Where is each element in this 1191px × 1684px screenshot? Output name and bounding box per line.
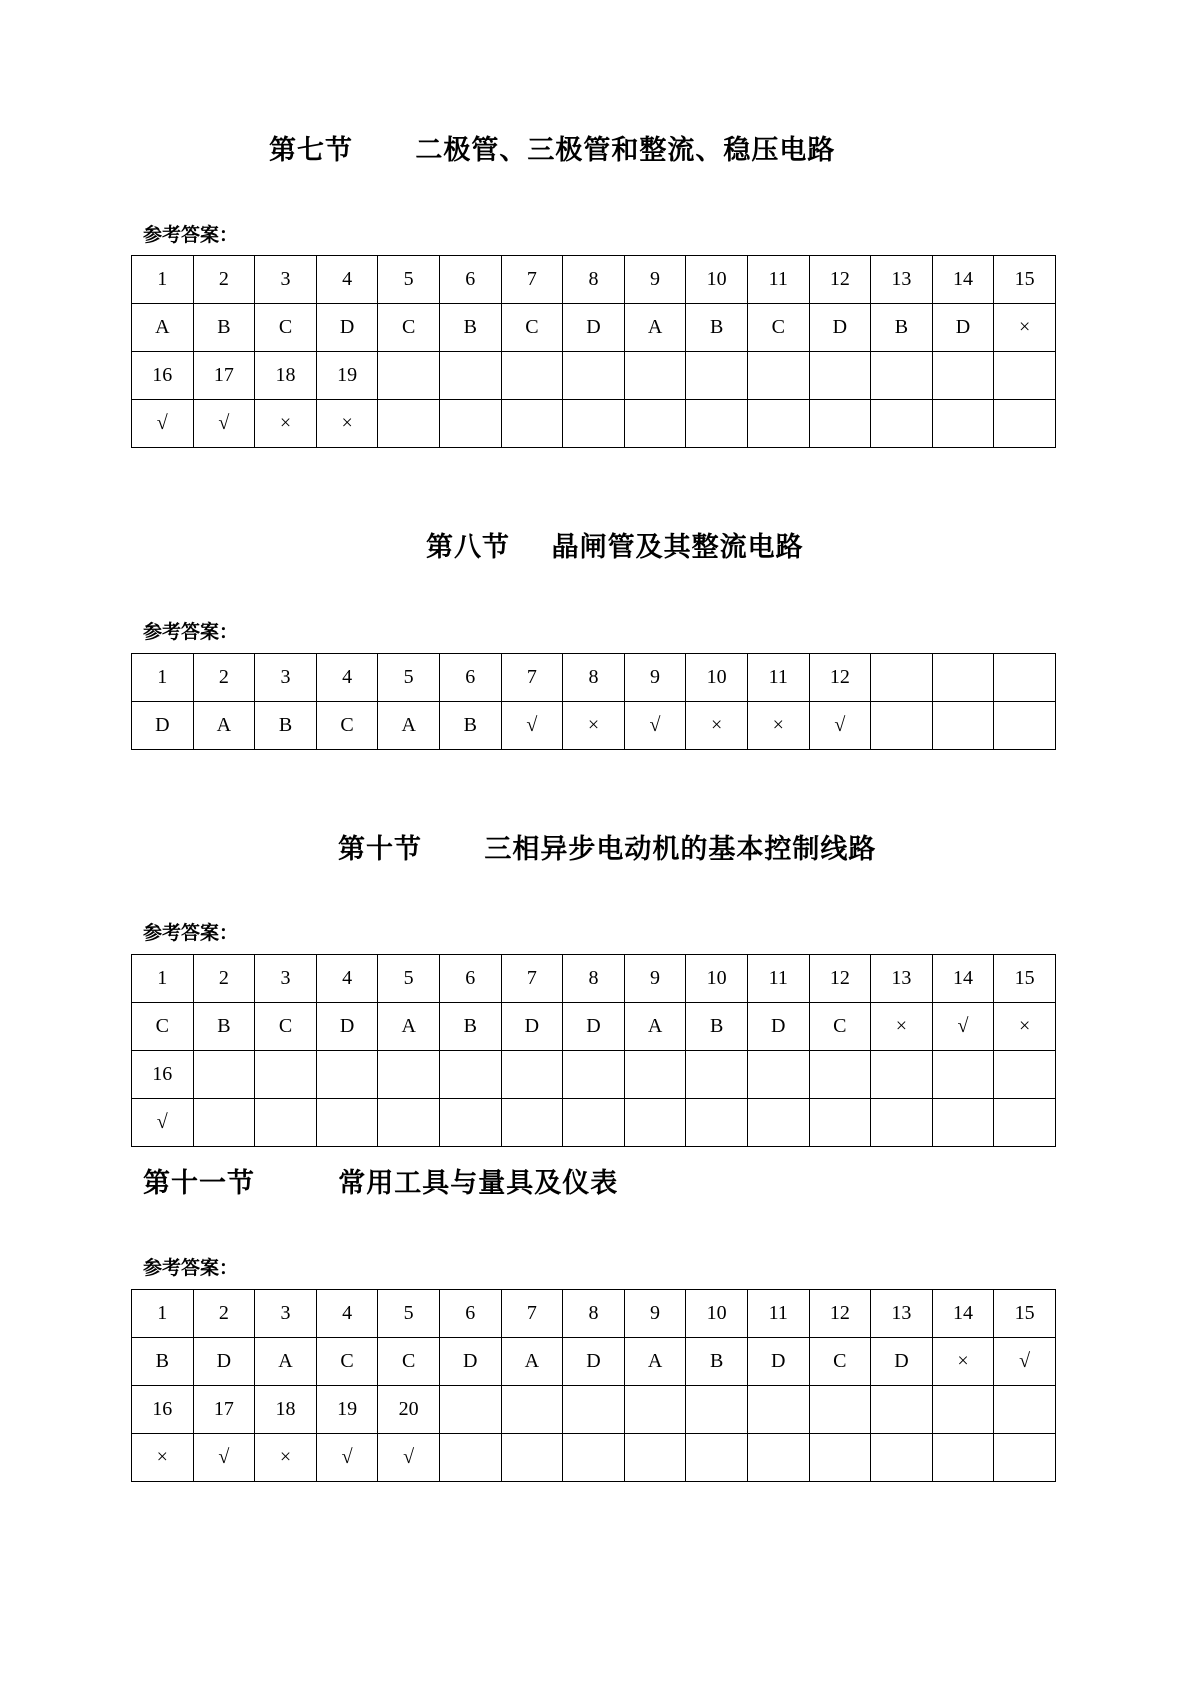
answer-cell	[686, 400, 748, 448]
answer-cell	[871, 1434, 933, 1482]
section-7-answer-label: 参考答案：	[143, 224, 239, 246]
question-number-cell: 1	[132, 1290, 194, 1338]
question-number-cell	[932, 1386, 994, 1434]
question-number-cell	[501, 1051, 563, 1099]
answer-cell	[563, 400, 625, 448]
question-number-cell: 8	[563, 955, 625, 1003]
question-number-cell	[439, 1051, 501, 1099]
answer-cell	[316, 1099, 378, 1147]
question-number-cell	[809, 352, 871, 400]
answer-cell: D	[132, 702, 194, 750]
question-number-cell: 17	[193, 1386, 255, 1434]
answer-cell: √	[378, 1434, 440, 1482]
answer-cell: B	[686, 1003, 748, 1051]
answer-cell: B	[193, 1003, 255, 1051]
section-11-title: 第十一节 常用工具与量具及仪表	[143, 1168, 619, 1199]
question-number-cell: 8	[563, 654, 625, 702]
answer-cell	[994, 1099, 1056, 1147]
answer-cell: B	[193, 304, 255, 352]
question-number-cell: 5	[378, 256, 440, 304]
question-number-cell: 5	[378, 1290, 440, 1338]
question-number-cell	[624, 1051, 686, 1099]
question-number-cell: 2	[193, 955, 255, 1003]
answer-cell: ×	[932, 1338, 994, 1386]
question-number-cell: 13	[871, 1290, 933, 1338]
question-number-cell: 6	[439, 1290, 501, 1338]
answer-cell	[686, 1434, 748, 1482]
question-number-cell: 12	[809, 1290, 871, 1338]
question-number-cell: 18	[255, 352, 317, 400]
question-number-cell: 4	[316, 654, 378, 702]
question-number-cell	[193, 1051, 255, 1099]
question-number-row	[132, 654, 1056, 702]
answer-row	[132, 1099, 1056, 1147]
question-number-cell: 3	[255, 955, 317, 1003]
question-number-cell: 7	[501, 654, 563, 702]
question-number-cell: 9	[624, 955, 686, 1003]
answer-cell: C	[809, 1338, 871, 1386]
question-number-cell	[686, 352, 748, 400]
question-number-cell	[439, 352, 501, 400]
answer-cell: A	[501, 1338, 563, 1386]
question-number-cell: 6	[439, 955, 501, 1003]
question-number-cell: 17	[193, 352, 255, 400]
question-number-cell	[871, 654, 933, 702]
question-number-cell: 14	[932, 955, 994, 1003]
answer-row	[132, 1434, 1056, 1482]
question-number-cell: 8	[563, 256, 625, 304]
question-number-cell: 16	[132, 352, 194, 400]
answer-cell	[871, 400, 933, 448]
answer-cell: ×	[255, 400, 317, 448]
answer-cell	[501, 1434, 563, 1482]
question-number-cell: 10	[686, 256, 748, 304]
answer-cell: √	[316, 1434, 378, 1482]
question-number-cell: 11	[747, 955, 809, 1003]
answer-cell	[747, 1434, 809, 1482]
answer-cell	[932, 1099, 994, 1147]
question-number-cell: 9	[624, 654, 686, 702]
answer-cell: C	[255, 304, 317, 352]
question-number-cell: 7	[501, 256, 563, 304]
question-number-cell	[871, 1386, 933, 1434]
question-number-cell	[378, 352, 440, 400]
answer-cell: C	[501, 304, 563, 352]
answer-cell: D	[747, 1338, 809, 1386]
section-10-title: 第十节 三相异步电动机的基本控制线路	[338, 834, 877, 865]
answer-cell	[994, 702, 1056, 750]
answer-cell	[994, 400, 1056, 448]
question-number-cell: 12	[809, 654, 871, 702]
answer-cell	[378, 400, 440, 448]
section-11-answer-label: 参考答案：	[143, 1257, 239, 1279]
answer-cell: B	[439, 304, 501, 352]
section-7-title: 第七节 二极管、三极管和整流、稳压电路	[269, 135, 836, 166]
question-number-cell: 14	[932, 1290, 994, 1338]
question-number-cell	[255, 1051, 317, 1099]
answer-cell: D	[871, 1338, 933, 1386]
question-number-cell	[871, 352, 933, 400]
answer-row	[132, 1338, 1056, 1386]
answer-cell: ×	[994, 1003, 1056, 1051]
answer-cell: A	[624, 1338, 686, 1386]
answer-cell: B	[255, 702, 317, 750]
answer-cell	[501, 1099, 563, 1147]
question-number-row	[132, 1051, 1056, 1099]
question-number-cell	[624, 1386, 686, 1434]
answer-cell: D	[316, 304, 378, 352]
question-number-cell: 8	[563, 1290, 625, 1338]
question-number-cell	[932, 1051, 994, 1099]
answer-cell: B	[686, 304, 748, 352]
answer-cell: B	[439, 702, 501, 750]
answer-cell: D	[932, 304, 994, 352]
answer-cell: A	[624, 1003, 686, 1051]
question-number-row	[132, 352, 1056, 400]
question-number-cell	[809, 1051, 871, 1099]
question-number-cell	[316, 1051, 378, 1099]
question-number-cell: 11	[747, 654, 809, 702]
answer-row	[132, 1003, 1056, 1051]
answer-cell	[686, 1099, 748, 1147]
question-number-cell	[994, 1051, 1056, 1099]
answer-cell: B	[871, 304, 933, 352]
answer-cell	[563, 1434, 625, 1482]
question-number-cell	[439, 1386, 501, 1434]
answer-cell: D	[316, 1003, 378, 1051]
answer-cell: ×	[747, 702, 809, 750]
question-number-cell	[871, 1051, 933, 1099]
answer-cell	[809, 1434, 871, 1482]
answer-cell: A	[378, 1003, 440, 1051]
question-number-cell	[994, 352, 1056, 400]
answer-cell: D	[747, 1003, 809, 1051]
answer-cell: √	[132, 400, 194, 448]
question-number-cell: 18	[255, 1386, 317, 1434]
question-number-cell	[378, 1051, 440, 1099]
question-number-cell	[747, 1386, 809, 1434]
answer-cell: D	[809, 304, 871, 352]
question-number-cell: 5	[378, 955, 440, 1003]
answer-cell	[439, 1099, 501, 1147]
section-10-answer-label: 参考答案：	[143, 922, 239, 944]
answer-cell: √	[932, 1003, 994, 1051]
section-7-answer-table	[131, 255, 1056, 448]
question-number-cell	[624, 352, 686, 400]
question-number-cell	[686, 1051, 748, 1099]
question-number-cell	[501, 352, 563, 400]
answer-cell	[624, 1434, 686, 1482]
question-number-cell: 10	[686, 955, 748, 1003]
answer-cell: D	[563, 1338, 625, 1386]
question-number-cell: 16	[132, 1386, 194, 1434]
question-number-cell: 4	[316, 1290, 378, 1338]
answer-cell: ×	[255, 1434, 317, 1482]
answer-cell: C	[132, 1003, 194, 1051]
question-number-cell: 7	[501, 1290, 563, 1338]
answer-cell	[747, 400, 809, 448]
answer-cell	[994, 1434, 1056, 1482]
section-8-title: 第八节 晶闸管及其整流电路	[426, 532, 804, 563]
answer-cell	[932, 1434, 994, 1482]
answer-cell: √	[809, 702, 871, 750]
question-number-row	[132, 256, 1056, 304]
question-number-cell: 7	[501, 955, 563, 1003]
section-11-answer-table	[131, 1289, 1056, 1482]
question-number-cell	[563, 1051, 625, 1099]
answer-cell: D	[193, 1338, 255, 1386]
question-number-cell	[932, 352, 994, 400]
answer-cell	[501, 400, 563, 448]
answer-cell: A	[193, 702, 255, 750]
question-number-cell: 2	[193, 654, 255, 702]
question-number-cell: 10	[686, 654, 748, 702]
question-number-cell: 1	[132, 654, 194, 702]
question-number-cell: 2	[193, 256, 255, 304]
answer-cell: A	[624, 304, 686, 352]
answer-cell: ×	[132, 1434, 194, 1482]
question-number-cell	[563, 1386, 625, 1434]
answer-cell	[747, 1099, 809, 1147]
answer-cell: √	[994, 1338, 1056, 1386]
question-number-cell: 13	[871, 955, 933, 1003]
section-10-answer-table	[131, 954, 1056, 1147]
answer-cell: D	[563, 304, 625, 352]
question-number-cell: 15	[994, 1290, 1056, 1338]
section-8-answer-table	[131, 653, 1056, 750]
question-number-row	[132, 1290, 1056, 1338]
question-number-cell: 2	[193, 1290, 255, 1338]
question-number-cell: 1	[132, 955, 194, 1003]
answer-cell: C	[747, 304, 809, 352]
question-number-cell	[994, 654, 1056, 702]
answer-cell: D	[501, 1003, 563, 1051]
answer-row	[132, 702, 1056, 750]
question-number-cell: 15	[994, 256, 1056, 304]
question-number-cell: 10	[686, 1290, 748, 1338]
answer-cell	[624, 400, 686, 448]
answer-cell: B	[686, 1338, 748, 1386]
answer-cell: A	[255, 1338, 317, 1386]
answer-cell: C	[255, 1003, 317, 1051]
answer-cell: A	[132, 304, 194, 352]
question-number-cell: 19	[316, 352, 378, 400]
answer-cell	[624, 1099, 686, 1147]
answer-cell: D	[563, 1003, 625, 1051]
answer-cell: √	[624, 702, 686, 750]
answer-cell: B	[439, 1003, 501, 1051]
question-number-cell	[747, 352, 809, 400]
answer-cell: ×	[871, 1003, 933, 1051]
answer-cell	[563, 1099, 625, 1147]
question-number-cell: 3	[255, 256, 317, 304]
question-number-cell: 6	[439, 654, 501, 702]
answer-cell	[932, 702, 994, 750]
question-number-cell: 11	[747, 256, 809, 304]
question-number-cell: 12	[809, 955, 871, 1003]
question-number-cell: 16	[132, 1051, 194, 1099]
answer-cell: ×	[316, 400, 378, 448]
question-number-cell: 9	[624, 256, 686, 304]
question-number-cell: 11	[747, 1290, 809, 1338]
answer-cell: C	[316, 702, 378, 750]
answer-cell: C	[316, 1338, 378, 1386]
section-8-answer-label: 参考答案：	[143, 621, 239, 643]
question-number-cell: 6	[439, 256, 501, 304]
answer-cell: B	[132, 1338, 194, 1386]
answer-cell	[932, 400, 994, 448]
question-number-cell: 9	[624, 1290, 686, 1338]
answer-cell	[439, 400, 501, 448]
question-number-cell	[686, 1386, 748, 1434]
question-number-cell	[809, 1386, 871, 1434]
answer-row	[132, 400, 1056, 448]
answer-cell	[809, 1099, 871, 1147]
answer-cell: √	[193, 400, 255, 448]
question-number-cell	[563, 352, 625, 400]
question-number-cell: 4	[316, 955, 378, 1003]
answer-cell	[439, 1434, 501, 1482]
answer-cell: √	[501, 702, 563, 750]
answer-cell	[871, 1099, 933, 1147]
answer-cell: ×	[686, 702, 748, 750]
question-number-cell: 5	[378, 654, 440, 702]
answer-cell	[809, 400, 871, 448]
answer-cell: C	[378, 1338, 440, 1386]
question-number-cell: 20	[378, 1386, 440, 1434]
answer-cell: ×	[994, 304, 1056, 352]
question-number-cell: 19	[316, 1386, 378, 1434]
question-number-cell	[747, 1051, 809, 1099]
answer-cell: D	[439, 1338, 501, 1386]
answer-cell	[255, 1099, 317, 1147]
question-number-cell: 3	[255, 654, 317, 702]
answer-cell: C	[809, 1003, 871, 1051]
question-number-cell: 4	[316, 256, 378, 304]
question-number-cell: 1	[132, 256, 194, 304]
answer-cell	[193, 1099, 255, 1147]
answer-cell: √	[132, 1099, 194, 1147]
answer-cell	[378, 1099, 440, 1147]
question-number-cell: 14	[932, 256, 994, 304]
question-number-cell	[501, 1386, 563, 1434]
question-number-cell: 12	[809, 256, 871, 304]
question-number-cell: 15	[994, 955, 1056, 1003]
question-number-cell	[994, 1386, 1056, 1434]
answer-cell: C	[378, 304, 440, 352]
answer-row	[132, 304, 1056, 352]
question-number-cell: 3	[255, 1290, 317, 1338]
question-number-cell	[932, 654, 994, 702]
answer-cell	[871, 702, 933, 750]
answer-cell: √	[193, 1434, 255, 1482]
question-number-cell: 13	[871, 256, 933, 304]
answer-cell: A	[378, 702, 440, 750]
question-number-row	[132, 1386, 1056, 1434]
answer-cell: ×	[563, 702, 625, 750]
question-number-row	[132, 955, 1056, 1003]
